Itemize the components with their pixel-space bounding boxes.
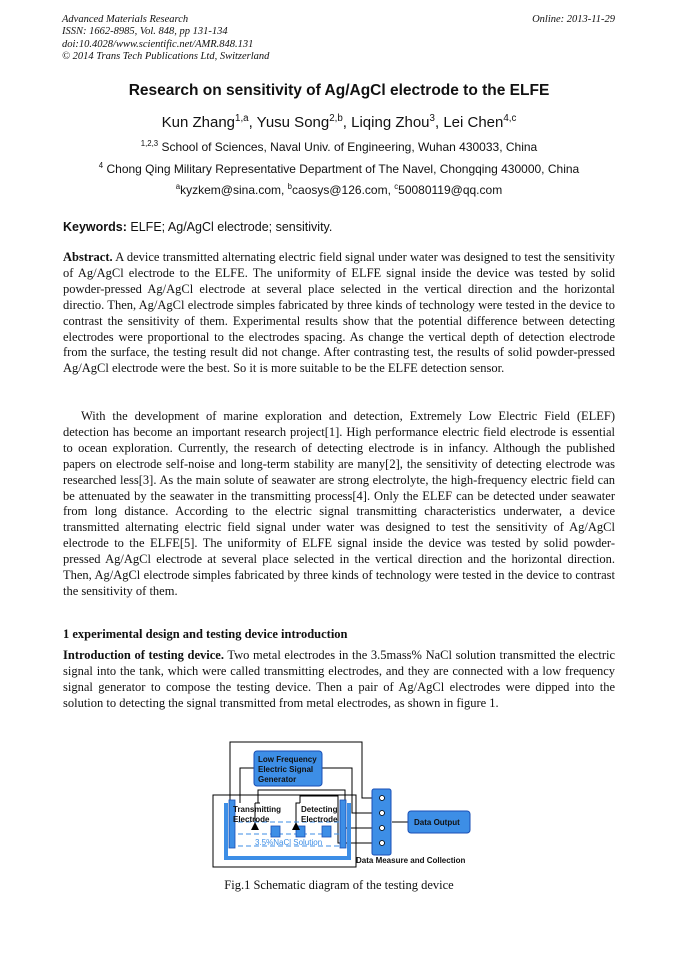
section-heading: 1 experimental design and testing device introduction [63, 627, 348, 641]
author: Lei Chen$^{4,c}$ [443, 113, 517, 131]
generator-label-line1: Low Frequency [258, 755, 317, 764]
online-date: Online: 2013-11-29 [532, 14, 615, 25]
section-paragraph: Introduction of testing device. Two metal electrodes in the 3.5mass% NaCl solution transmitted the electric signal into the tank, which were called transmitting electrodes, and they are connected with a low frequency signal generator to compose the testing device. Then a pair of Ag/AgCl electrodes were dipped into the solution to detecting the signal transmitted from metal electrodes, as shown in figure 1. [63, 648, 615, 710]
author: Yusu Song$^{2,b}$ [256, 113, 343, 131]
transmitting-label-line1: Transmitting [233, 805, 282, 814]
issn: ISSN: 1662-8985, Vol. 848, pp 131-134 [62, 26, 228, 38]
figure-caption: Fig.1 Schematic diagram of the testing device [224, 878, 454, 892]
detecting-label-line1: Detecting [301, 805, 338, 814]
journal-name: Advanced Materials Research [62, 14, 189, 25]
author: Kun Zhang$^{1,a}$ [161, 113, 249, 131]
generator-label-line2: Electric Signal [258, 765, 314, 774]
detecting-label-line2: Electrode [301, 815, 338, 824]
wire [296, 803, 300, 826]
keywords: Keywords: ELFE; Ag/AgCl electrode; sensitivity. [63, 220, 333, 234]
solution-label: 3.5%NaCl Solution [255, 838, 323, 847]
paper-title: Research on sensitivity of Ag/AgCl electrode to the ELFE [128, 82, 550, 99]
generator-label-line3: Generator [258, 775, 297, 784]
emails: $^a$kyzkem@sina.com, $^b$caosys@126.com, $^c$50080119@qq.com [175, 182, 503, 197]
transmitting-electrode-right [340, 800, 346, 848]
affiliation-2: $^4$ Chong Qing Military Representative Department of The Navel, Chongqing 430000, China [98, 161, 580, 176]
abstract: Abstract. A device transmitted alternating electric field signal under water was designed to test the sensitivity of Ag/AgCl electrode to the ELFE. The uniformity of ELFE signal inside the device was tested by solid powder-pressed Ag/AgCl electrode at several place selected in the vertical direction and the horizontal directio. Then, Ag/AgCl electrode simples fabricated by three kinds of technology were tested in the device to contrast the sensitivity of them. Experimental results show that the potential difference between detecting electrodes were proportional to the electrodes spacing. As change the vertical depth of detection electrode from the surface, the testing result did not change. After contrasting test, the results of solid powder-pressed Ag/AgCl electrode were the best. So it is more suitable to be the ELFE detection sensor. [63, 250, 615, 376]
transmitting-label-line2: Electrode [233, 815, 270, 824]
detecting-electrode-left [271, 826, 280, 837]
subsection-label: Introduction of testing device. [63, 648, 224, 662]
data-collection-label: Data Measure and Collection [356, 856, 466, 865]
authors: Kun Zhang$^{1,a}$, Yusu Song$^{2,b}$, Liqing Zhou$^3$, Lei Chen$^{4,c}$ [161, 113, 517, 131]
abstract-label: Abstract. [63, 250, 113, 264]
affiliation-1: $^{1,2,3}$ School of Sciences, Naval Univ. of Engineering, Wuhan 430033, China [140, 139, 538, 154]
copyright: © 2014 Trans Tech Publications Ltd, Switzerland [62, 51, 270, 63]
doi: doi:10.4028/www.scientific.net/AMR.848.131 [62, 38, 254, 50]
intro-paragraph: With the development of marine exploration and detection, Extremely Low Electric Field (ELEF) detection has become an important research project[1]. High performance electric field electrode is essential to ocean exploration. Currently, the research of detecting electrode is in infancy. Although the published papers on electrode self-noise and long-term stability are many[2], the sensitivity of detecting electrode was researched less[3]. As the main solute of seawater are strong electrolyte, the high-frequency electric field can be attenuated by the seawater in the transmitting process[4]. Only the ELEF can be detected under seawater from long distance. According to the electric signal transmitting characteristics underwater, a device transmitted alternating electric field signal under water was designed to test the sensitivity of Ag/AgCl electrode to the ELFE[5]. The uniformity of ELFE signal inside the device was tested by solid powder-pressed Ag/AgCl electrode at several place selected in the vertical direction and the horizontal direction. Then, Ag/AgCl electrode simples fabricated by three kinds of technology were tested in the device to contrast the sensitivity of them. [63, 409, 615, 598]
author: Liqing Zhou$^3$ [351, 113, 435, 131]
data-output-label: Data Output [414, 818, 460, 827]
detecting-electrode-extra [322, 826, 331, 837]
